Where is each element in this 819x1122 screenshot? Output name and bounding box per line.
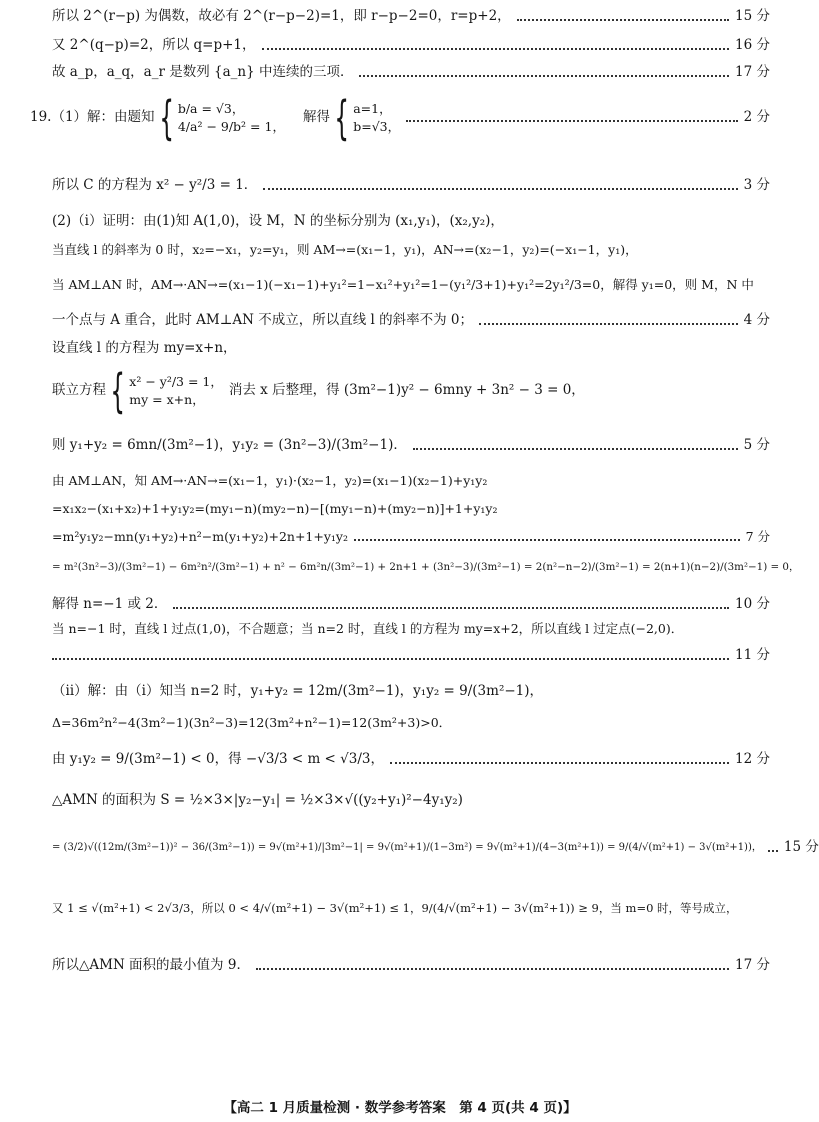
leader-dots	[263, 188, 737, 190]
system-line	[52, 364, 770, 418]
leader-dots	[390, 762, 729, 764]
q19-mid: 解得	[302, 109, 330, 126]
line-21: △AMN 的面积为 S = ½×3×|y₂−y₁| = ½×3×√((y₂+y₁)²−4y₁y₂)	[52, 792, 463, 808]
line-15: 解得 n=−1 或 2． 10 分	[52, 596, 770, 612]
line-24: 所以△AMN 面积的最小值为 9． 17 分	[52, 957, 770, 973]
line-5: (2)（ⅰ）证明：由(1)知 A(1,0)，设 M，N 的坐标分别为 (x₁,y₁)，(x₂,y₂)，	[52, 213, 504, 229]
q19-part1	[30, 91, 770, 145]
line-4: 所以 C 的方程为 x² − y²/3 = 1． 3 分	[52, 177, 770, 193]
score-label: 16 分	[735, 37, 770, 53]
q19-eq1: b/a = √3，	[177, 100, 245, 116]
line-23: 又 1 ≤ √(m²+1) < 2√3/3，所以 0 < 4/√(m²+1) − 3√(m²+1) ≤ 1，9/(4/√(m²+1) − 3√(m²+1)) ≥ 9，当 m=0 时，等号成立，	[52, 901, 738, 915]
line-13: =m²y₁y₂−mn(y₁+y₂)+n²−m(y₁+y₂)+2n+1+y₁y₂ 7 分	[52, 529, 770, 544]
leader-dots	[768, 850, 778, 852]
leader-dots	[256, 968, 729, 970]
page-footer: 【高二 1 月质量检测 · 数学参考答案 第 4 页(共 4 页)】	[223, 1100, 577, 1116]
score-label: 12 分	[735, 751, 770, 767]
line-11: 由 AM⊥AN，知 AM→·AN→=(x₁−1，y₁)·(x₂−1，y₂)=(x₁−1)(x₂−1)+y₁y₂	[52, 473, 488, 488]
leader-dots	[406, 120, 737, 122]
leader-dots	[173, 607, 729, 609]
leader-dots	[359, 75, 729, 77]
leader-dots	[413, 448, 738, 450]
score-label: 10 分	[735, 596, 770, 612]
score-label: 11 分	[735, 647, 770, 663]
leader-dots	[354, 539, 740, 541]
q19-given-system: { b/a = √3， 4/a² − 9/b² = 1，	[158, 91, 285, 145]
system-eq2: my = x+n，	[129, 392, 205, 407]
score-label: 15 分	[735, 8, 770, 24]
leader-dots	[517, 19, 729, 21]
system-suffix: 消去 x 后整理，得 (3m²−1)y² − 6mny + 3n² − 3 = 0，	[228, 382, 585, 399]
line-8: 一个点与 A 重合，此时 AM⊥AN 不成立，所以直线 l 的斜率不为 0； 4 分	[52, 312, 770, 328]
line-14: = m²(3n²−3)/(3m²−1) − 6m²n²/(3m²−1) + n² − 6m²n/(3m²−1) + 2n+1 + (3n²−3)/(3m²−1) = 2(n²−n−2)/(3m²−1) = 2(n+1)(n−2)/(3m²−1) = 0，	[52, 561, 800, 573]
q19-eq2: 4/a² − 9/b² = 1，	[177, 119, 285, 134]
score-label: 4 分	[743, 312, 770, 328]
line-3: 故 a_p，a_q，a_r 是数列 {a_n} 中连续的三项． 17 分	[52, 64, 770, 80]
line-7: 当 AM⊥AN 时，AM→·AN→=(x₁−1)(−x₁−1)+y₁²=1−x₁²+y₁²=1−(y₁²/3+1)+y₁²=2y₁²/3=0，解得 y₁=0，则 M，N 中	[52, 277, 754, 292]
leader-dots	[262, 48, 730, 50]
score-label: 7 分	[745, 529, 770, 544]
line-16: 当 n=−1 时，直线 l 过点(1,0)，不合题意；当 n=2 时，直线 l 的方程为 my=x+2，所以直线 l 过定点(−2,0)．	[52, 621, 684, 636]
leader-dots	[52, 658, 729, 660]
line-18: （ⅱ）解：由（ⅰ）知当 n=2 时，y₁+y₂ = 12m/(3m²−1)，y₁y₂ = 9/(3m²−1)，	[52, 683, 544, 699]
line-10: 则 y₁+y₂ = 6mn/(3m²−1)，y₁y₂ = (3n²−3)/(3m²−1)． 5 分	[52, 437, 770, 453]
score-label: 5 分	[743, 437, 770, 453]
system-prefix: 联立方程	[52, 382, 106, 399]
line-20: 由 y₁y₂ = 9/(3m²−1) < 0，得 −√3/3 < m < √3/3， 12 分	[52, 751, 770, 767]
line-2: 又 2^(q−p)=2，所以 q=p+1， 16 分	[52, 37, 770, 53]
q19-sol2: b=√3，	[353, 119, 401, 134]
q19-prefix: 19.（1）解：由题知	[30, 109, 155, 126]
line-1: 所以 2^(r−p) 为偶数，故必有 2^(r−p−2)=1，即 r−p−2=0，r=p+2， 15 分	[52, 8, 770, 24]
line-12: =x₁x₂−(x₁+x₂)+1+y₁y₂=(my₁−n)(my₂−n)−[(my₁−n)+(my₂−n)]+1+y₁y₂	[52, 501, 498, 516]
line-17	[52, 648, 770, 664]
score-label: 15 分	[783, 839, 819, 855]
line-6: 当直线 l 的斜率为 0 时，x₂=−x₁，y₂=y₁，则 AM→=(x₁−1，y₁)，AN→=(x₂−1，y₂)=(−x₁−1，y₁)，	[52, 242, 638, 257]
simultaneous-system: { x² − y²/3 = 1， my = x+n，	[110, 364, 223, 418]
line-9: 设直线 l 的方程为 my=x+n，	[52, 340, 237, 356]
system-eq1: x² − y²/3 = 1，	[129, 373, 223, 389]
score-label: 3 分	[743, 177, 770, 193]
score-label: 17 分	[735, 957, 770, 973]
leader-dots	[479, 323, 738, 325]
line-22: = (3/2)√((12m/(3m²−1))² − 36/(3m²−1)) = 9√(m²+1)/|3m²−1| = 9√(m²+1)/(1−3m²) = 9√(m²+1)/(4−3(m²+1)) = 9/(4/√(m²+1) − 3√(m²+1))， 15 分	[52, 839, 819, 855]
q19-solution-system: { a=1， b=√3，	[334, 91, 401, 145]
q19-sol1: a=1，	[353, 100, 392, 116]
score-label: 2 分	[743, 109, 770, 126]
score-label: 17 分	[735, 64, 770, 80]
line-19: Δ=36m²n²−4(3m²−1)(3n²−3)=12(3m²+n²−1)=12(3m²+3)>0．	[52, 715, 452, 730]
